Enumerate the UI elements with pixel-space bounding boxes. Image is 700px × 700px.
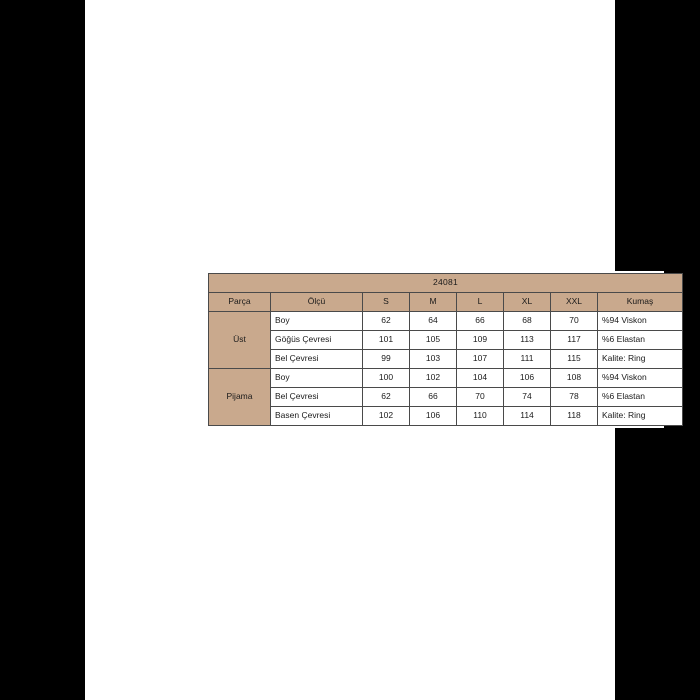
header-part: Parça — [209, 293, 271, 312]
header-fabric: Kumaş — [598, 293, 683, 312]
table-title-row — [209, 274, 683, 293]
fabric-value: Kalite: Ring — [598, 350, 683, 369]
size-chart — [206, 271, 664, 428]
fabric-value: %94 Viskon — [598, 369, 683, 388]
measure-label: Boy — [271, 369, 363, 388]
value-l: 70 — [457, 388, 504, 407]
value-m: 102 — [410, 369, 457, 388]
value-xxl: 118 — [551, 407, 598, 426]
value-l: 110 — [457, 407, 504, 426]
value-xxl: 115 — [551, 350, 598, 369]
fabric-value: %94 Viskon — [598, 312, 683, 331]
header-size-xxl: XXL — [551, 293, 598, 312]
header-size-xl: XL — [504, 293, 551, 312]
measure-label: Boy — [271, 312, 363, 331]
fabric-value: Kalite: Ring — [598, 407, 683, 426]
value-l: 109 — [457, 331, 504, 350]
header-size-s: S — [363, 293, 410, 312]
value-s: 62 — [363, 312, 410, 331]
product-image-page — [85, 0, 654, 700]
value-l: 66 — [457, 312, 504, 331]
measure-label: Bel Çevresi — [271, 388, 363, 407]
measure-label: Basen Çevresi — [271, 407, 363, 426]
value-m: 66 — [410, 388, 457, 407]
value-m: 106 — [410, 407, 457, 426]
value-l: 104 — [457, 369, 504, 388]
value-s: 102 — [363, 407, 410, 426]
product-code: 24081 — [209, 274, 683, 293]
table-row — [209, 331, 683, 350]
group-label-pijama: Pijama — [209, 369, 271, 426]
table-row — [209, 350, 683, 369]
value-s: 101 — [363, 331, 410, 350]
fabric-value: %6 Elastan — [598, 388, 683, 407]
table-header-row — [209, 293, 683, 312]
measure-label: Göğüs Çevresi — [271, 331, 363, 350]
value-s: 99 — [363, 350, 410, 369]
header-size-l: L — [457, 293, 504, 312]
value-m: 103 — [410, 350, 457, 369]
header-measure: Ölçü — [271, 293, 363, 312]
value-xl: 68 — [504, 312, 551, 331]
group-label-ust: Üst — [209, 312, 271, 369]
value-xxl: 70 — [551, 312, 598, 331]
value-xxl: 108 — [551, 369, 598, 388]
value-m: 64 — [410, 312, 457, 331]
measure-label: Bel Çevresi — [271, 350, 363, 369]
value-l: 107 — [457, 350, 504, 369]
value-s: 100 — [363, 369, 410, 388]
value-xl: 113 — [504, 331, 551, 350]
value-xxl: 78 — [551, 388, 598, 407]
value-xl: 74 — [504, 388, 551, 407]
fabric-value: %6 Elastan — [598, 331, 683, 350]
value-xl: 111 — [504, 350, 551, 369]
size-table — [208, 273, 683, 426]
table-row — [209, 369, 683, 388]
value-m: 105 — [410, 331, 457, 350]
value-xl: 106 — [504, 369, 551, 388]
value-s: 62 — [363, 388, 410, 407]
table-row — [209, 407, 683, 426]
value-xxl: 117 — [551, 331, 598, 350]
table-row — [209, 388, 683, 407]
value-xl: 114 — [504, 407, 551, 426]
header-size-m: M — [410, 293, 457, 312]
table-row — [209, 312, 683, 331]
